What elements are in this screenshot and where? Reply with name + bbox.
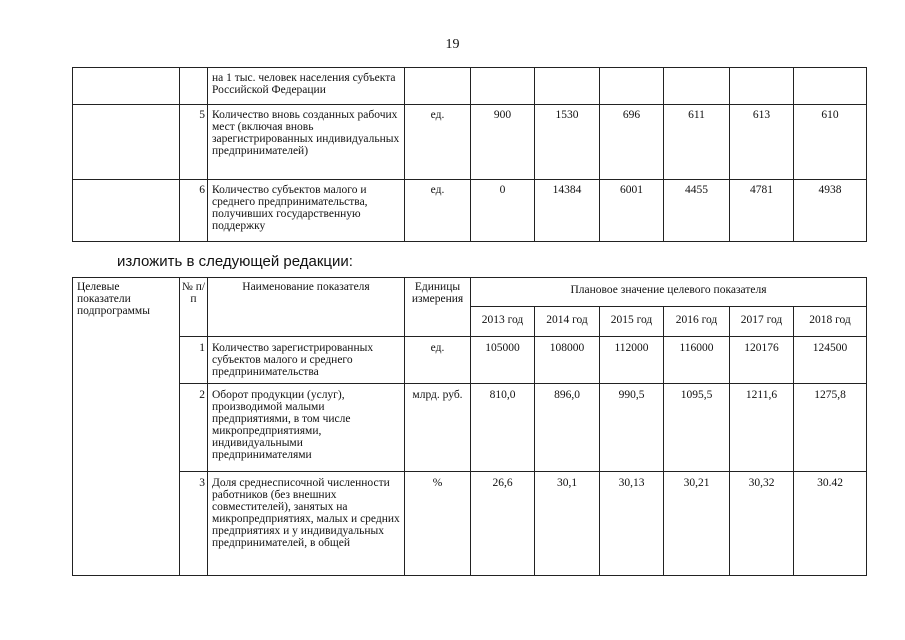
value-cell <box>535 68 600 105</box>
previous-indicators-table <box>72 67 867 242</box>
value-cell: 810,0 <box>471 384 535 472</box>
value-cell: 124500 <box>794 337 867 384</box>
value-cell <box>600 68 664 105</box>
unit-cell: млрд. руб. <box>405 384 471 472</box>
value-cell: 4455 <box>664 180 730 242</box>
table-row <box>73 105 867 180</box>
row-number: 5 <box>180 105 208 180</box>
unit-header: Единицы измерения <box>405 278 471 337</box>
value-cell: 990,5 <box>600 384 664 472</box>
value-cell: 105000 <box>471 337 535 384</box>
value-cell: 696 <box>600 105 664 180</box>
table-row <box>73 180 867 242</box>
value-cell: 26,6 <box>471 472 535 576</box>
value-cell: 112000 <box>600 337 664 384</box>
row-number: 3 <box>180 472 208 576</box>
value-cell: 30,21 <box>664 472 730 576</box>
target-indicators-table <box>72 277 867 576</box>
unit-cell: ед. <box>405 337 471 384</box>
table-row <box>73 337 867 384</box>
unit-cell <box>405 68 471 105</box>
row-number: 1 <box>180 337 208 384</box>
year-header: 2013 год <box>471 307 535 337</box>
value-cell: 30,1 <box>535 472 600 576</box>
row-number <box>180 68 208 105</box>
value-cell: 116000 <box>664 337 730 384</box>
value-cell: 4938 <box>794 180 867 242</box>
row-number: 2 <box>180 384 208 472</box>
table-cell <box>73 105 180 180</box>
year-header: 2015 год <box>600 307 664 337</box>
indicator-name-header: Наименование показателя <box>208 278 405 337</box>
value-cell: 896,0 <box>535 384 600 472</box>
value-cell: 1095,5 <box>664 384 730 472</box>
table-cell <box>73 180 180 242</box>
value-cell: 108000 <box>535 337 600 384</box>
target-indicators-header: Целевые показатели подпрограммы <box>73 278 180 576</box>
table-row <box>73 384 867 472</box>
year-header: 2018 год <box>794 307 867 337</box>
year-header: 2016 год <box>664 307 730 337</box>
value-cell: 1211,6 <box>730 384 794 472</box>
indicator-name: Доля среднесписочной численности работников (без внешних совместителей), занятых на микропредприятиях, малых и средних предприятиях и у индивидуальных предпринимателей, в общей <box>208 472 405 576</box>
value-cell: 1530 <box>535 105 600 180</box>
value-cell: 610 <box>794 105 867 180</box>
value-cell: 613 <box>730 105 794 180</box>
table-row <box>73 68 867 105</box>
indicator-name: Количество субъектов малого и среднего предпринимательства, получивших государственную поддержку <box>208 180 405 242</box>
value-cell: 611 <box>664 105 730 180</box>
value-cell: 30.42 <box>794 472 867 576</box>
value-cell <box>730 68 794 105</box>
value-cell: 0 <box>471 180 535 242</box>
indicator-name: Количество зарегистрированных субъектов малого и среднего предпринимательства <box>208 337 405 384</box>
row-number: 6 <box>180 180 208 242</box>
table-row <box>73 472 867 576</box>
page-number: 19 <box>445 37 460 52</box>
year-header: 2017 год <box>730 307 794 337</box>
value-cell: 30,32 <box>730 472 794 576</box>
value-cell <box>471 68 535 105</box>
unit-cell: % <box>405 472 471 576</box>
value-cell: 900 <box>471 105 535 180</box>
unit-cell: ед. <box>405 105 471 180</box>
value-cell: 1275,8 <box>794 384 867 472</box>
value-cell <box>794 68 867 105</box>
value-cell: 14384 <box>535 180 600 242</box>
value-cell <box>664 68 730 105</box>
caption: изложить в следующей редакции: <box>117 253 353 270</box>
value-cell: 120176 <box>730 337 794 384</box>
row-number-header: № п/п <box>180 278 208 337</box>
indicator-name: на 1 тыс. человек населения субъекта Российской Федерации <box>208 68 405 105</box>
value-cell: 30,13 <box>600 472 664 576</box>
value-cell: 6001 <box>600 180 664 242</box>
indicator-name: Количество вновь созданных рабочих мест (включая вновь зарегистрированных индивидуальных предпринимателей) <box>208 105 405 180</box>
table-header-row <box>73 278 867 307</box>
value-cell: 4781 <box>730 180 794 242</box>
table-cell <box>73 68 180 105</box>
unit-cell: ед. <box>405 180 471 242</box>
planned-value-header: Плановое значение целевого показателя <box>471 278 867 307</box>
indicator-name: Оборот продукции (услуг), производимой малыми предприятиями, в том числе микропредприятиями, индивидуальными предпринимателями <box>208 384 405 472</box>
year-header: 2014 год <box>535 307 600 337</box>
